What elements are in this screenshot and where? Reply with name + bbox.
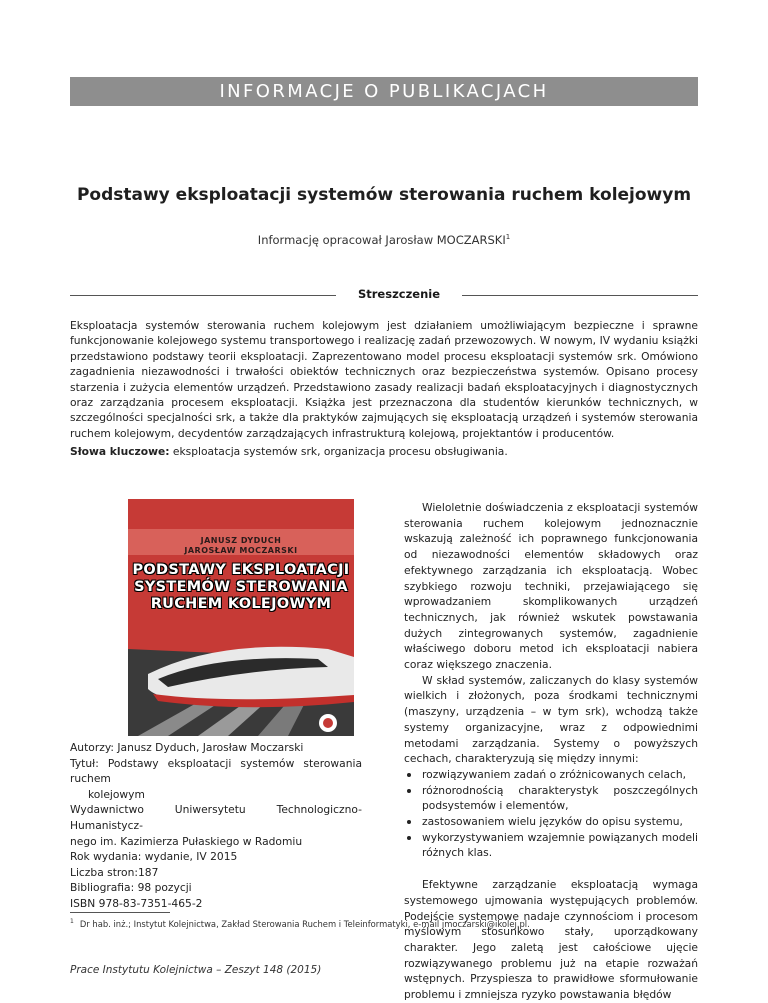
abstract-heading (70, 286, 698, 306)
book-authors: Autorzy: Janusz Dyduch, Jarosław Moczarski (70, 741, 304, 754)
section-banner: INFORMACJE O PUBLIKACJACH (70, 77, 698, 106)
author-footnote-mark: 1 (505, 233, 511, 242)
book-title-line: Tytuł: Podstawy eksploatacji systemów sterowania ruchem (70, 756, 362, 786)
author-text: Informację opracował Jarosław MOCZARSKI (257, 233, 506, 247)
cover-title-line-3: RUCHEM KOLEJOWYM (150, 596, 332, 612)
book-publisher-cont: nego im. Kazimierza Pułaskiego w Radomiu (70, 834, 303, 848)
keywords-label: Słowa kluczowe: (70, 445, 170, 458)
cover-title-line-1: PODSTAWY EKSPLOATACJI (132, 562, 350, 578)
body-paragraph: Efektywne zarządzanie eksploatacją wymaga systemowego ujmowania występujących problemów. Podejście systemowe nadaje czynnościom i procesom myślowym stosunkowo stały, uporządkowany charakter. Jego zaletą jest całościowe ujęcie rozwiązywanego problemu już na etapie rozważań wstępnych. Przyspiesza to prawidłowe sformułowanie problemu i zmniejsza ryzyko powstawania błędów (404, 878, 698, 1002)
article-title: Podstawy eksploatacji systemów sterowania ruchem kolejowym (76, 185, 692, 205)
list-item: zastosowaniem wielu języków do opisu systemu, (404, 814, 698, 830)
keywords-text: eksploatacja systemów srk, organizacja procesu obsługiwania. (172, 445, 508, 458)
cover-author-1: JANUSZ DYDUCH (200, 536, 282, 545)
footnote-rule (70, 912, 170, 913)
author-line (0, 233, 768, 247)
list-item: różnorodnością charakterystyk poszczególnych podsystemów i elementów, (404, 783, 698, 814)
book-pages: Liczba stron:187 (70, 865, 159, 879)
footnote-text: Dr hab. inż.; Instytut Kolejnictwa, Zakład Sterowania Ruchem i Teleinformatyki, e-mail jmoczarski@ikolej.pl. (79, 918, 530, 929)
book-title-cont: kolejowym (88, 787, 145, 801)
abstract-heading-label: Streszczenie (357, 287, 441, 301)
abstract-text: Eksploatacja systemów sterowania ruchem kolejowym jest działaniem umożliwiającym bezpieczne i sprawne funkcjonowanie kolejowego systemu transportowego i realizację zadań przewozowych. W nowym, IV wydaniu książki przedstawiono podstawy teorii eksploatacji. Zaprezentowano model procesu eksploatacji systemów srk. Omówiono zagadnienia niezawodności i trwałości obiektów technicznych oraz bezpieczeństwa systemów. Opisano procesy starzenia i zużycia elementów urządzeń. Przedstawiono zasady realizacji badań eksploatacyjnych i diagnostycznych oraz zarządzania procesem eksploatacji. Książka jest przeznaczona dla studentów kierunków technicznych, w szczególności specjalności srk, a także dla praktyków zajmujących się eksploatacją urządzeń i systemów sterowania ruchem kolejowym, decydentów zarządzających infrastrukturą kolejową, projektantów i producentów. (70, 319, 698, 440)
body-paragraph: Wieloletnie doświadczenia z eksploatacji systemów sterowania ruchem kolejowym jednoznacznie wskazują zależność ich poprawnego funkcjonowania od niezawodności elementów składowych oraz efektywnego zarządzania ich eksploatacją. Wobec szybkiego rozwoju techniki, przejawiającego się wprowadzaniem skomplikowanych urządzeń technicznych, jak również wskutek powstawania dużych zintegrowanych systemów, zagadnienie właściwego doboru metod ich eksploatacji nabiera coraz większego znaczenia. (404, 501, 698, 672)
book-info (70, 740, 362, 912)
footnote-mark: 1 (70, 918, 74, 925)
list-item: wykorzystywaniem wzajemnie powiązanych modeli różnych klas. (404, 830, 698, 861)
book-publisher: Wydawnictwo Uniwersytetu Technologiczno-Humanistycz- (70, 803, 362, 832)
heading-rule-left (70, 295, 336, 296)
feature-list (404, 767, 698, 861)
cover-author-2: JAROSŁAW MOCZARSKI (184, 546, 298, 555)
cover-train-illustration (128, 499, 354, 736)
cover-title-line-2: SYSTEMÓW STEROWANIA (134, 579, 348, 595)
journal-footer: Prace Instytutu Kolejnictwa – Zeszyt 148 (2015) (70, 964, 322, 976)
body-paragraph: W skład systemów, zaliczanych do klasy systemów wielkich i złożonych, poza środkami technicznymi (maszyny, urządzenia – w tym srk), wchodzą także systemy organizacyjne, wraz z odpowiednimi metodami zarządzania. Systemy o powyższych cechach, charakteryzują się między innymi: (404, 673, 698, 766)
footnote (70, 918, 698, 929)
list-item: rozwiązywaniem zadań o zróżnicowanych celach, (404, 767, 698, 783)
book-bibliography: Bibliografia: 98 pozycji (70, 881, 192, 895)
book-cover-image (128, 499, 354, 736)
book-isbn: ISBN 978-83-7351-465-2 (70, 896, 203, 910)
book-year: Rok wydania: wydanie, IV 2015 (70, 850, 238, 864)
keywords (70, 444, 698, 459)
heading-rule-right (462, 295, 698, 296)
